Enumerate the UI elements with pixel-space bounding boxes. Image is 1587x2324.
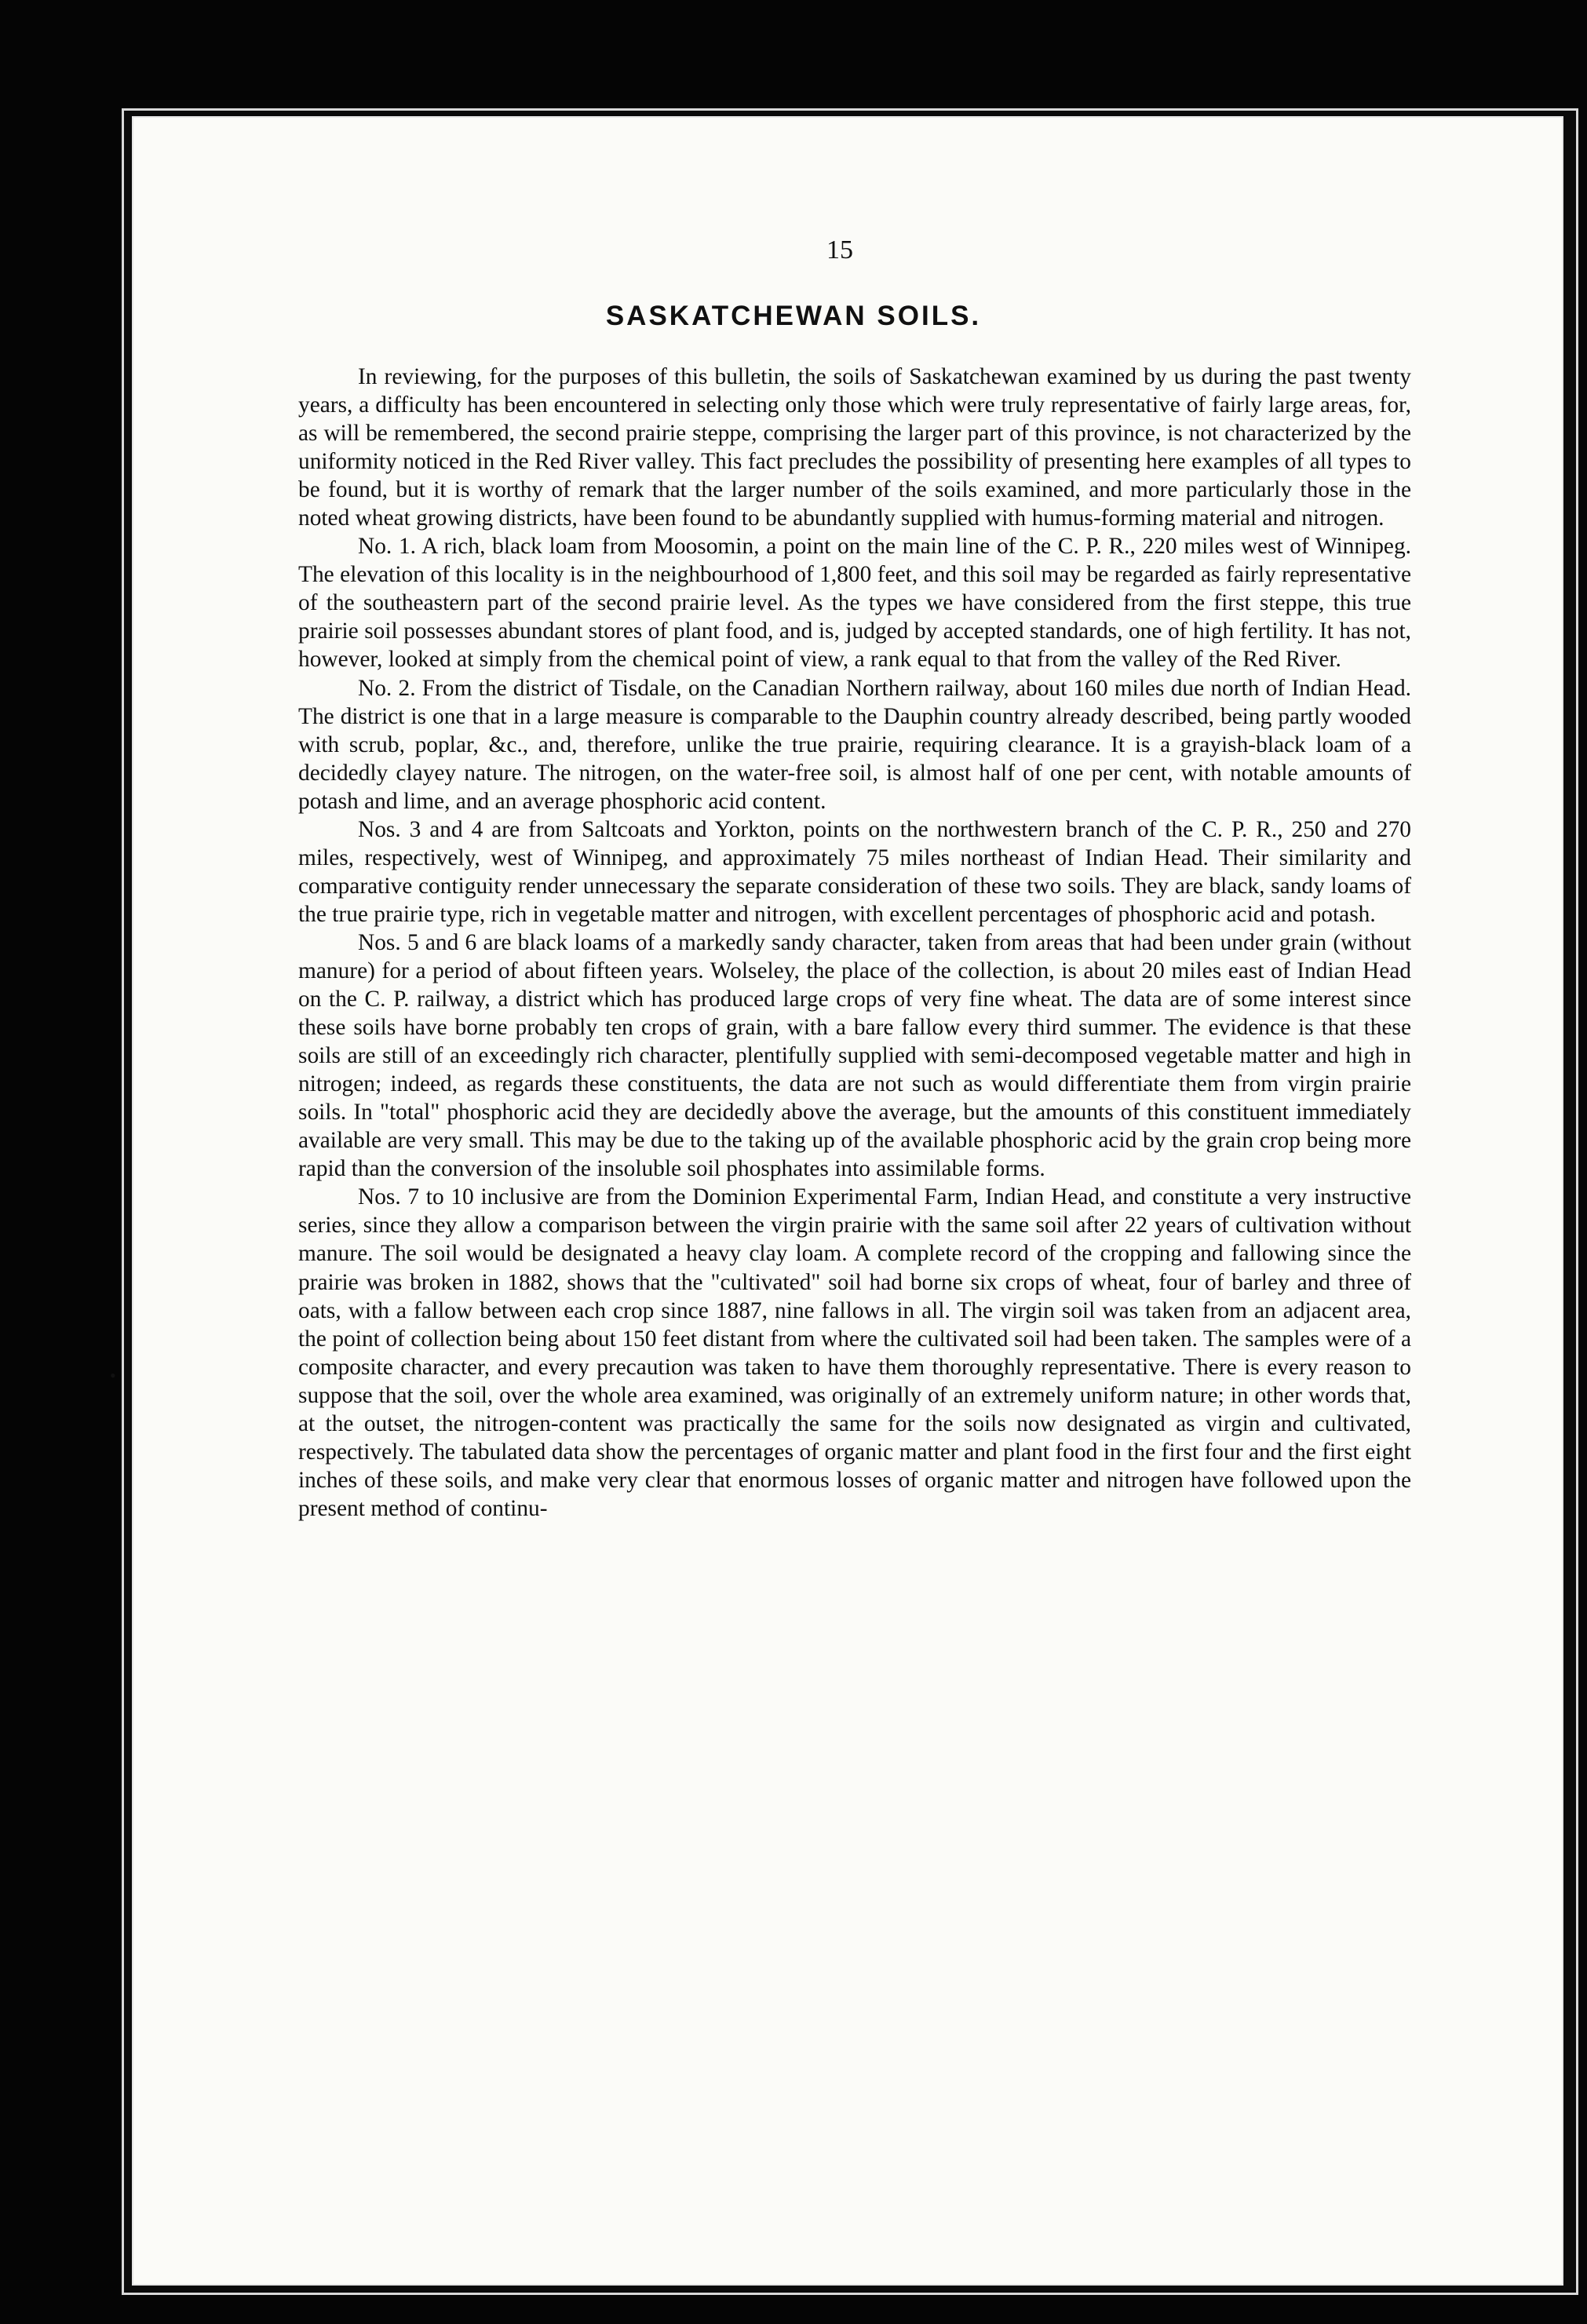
- paragraph: Nos. 7 to 10 inclusive are from the Dominion Experimental Farm, Indian Head, and constitute a very instructive series, since they allow a comparison between the virgin prairie with the same soil after 22 years of cultivation without manure. The soil would be designated a heavy clay loam. A complete record of the cropping and fallowing since the prairie was broken in 1882, shows that the "cultivated" soil had borne six crops of wheat, four of barley and three of oats, with a fallow between each crop since 1887, nine fallows in all. The virgin soil was taken from an adjacent area, the point of collection being about 150 feet distant from where the cultivated soil had been taken. The samples were of a composite character, and every precaution was taken to have them thoroughly representative. There is every reason to suppose that the soil, over the whole area examined, was originally of an extremely uniform nature; in other words that, at the outset, the nitrogen-content was practically the same for the soils now designated as virgin and cultivated, respectively. The tabulated data show the percentages of organic matter and plant food in the first four and the first eight inches of these soils, and make very clear that enormous losses of organic matter and nitrogen have followed upon the present method of continu-: [298, 1184, 1411, 1521]
- page-number: 15: [826, 235, 853, 265]
- body-text: [298, 363, 1411, 1523]
- paragraph: No. 2. From the district of Tisdale, on the Canadian Northern railway, about 160 miles due north of Indian Head. The district is one that in a large measure is comparable to the Dauphin country already described, being partly wooded with scrub, poplar, &c., and, therefore, unlike the true prairie, requiring clearance. It is a grayish-black loam of a decidedly clayey nature. The nitrogen, on the water-free soil, is almost half of one per cent, with notable amounts of potash and lime, and an average phosphoric acid content.: [298, 675, 1411, 814]
- paragraph: No. 1. A rich, black loam from Moosomin, a point on the main line of the C. P. R., 220 miles west of Winnipeg. The elevation of this locality is in the neighbourhood of 1,800 feet, and this soil may be regarded as fairly representative of the southeastern part of the second prairie level. As the types we have considered from the first steppe, this true prairie soil possesses abundant stores of plant food, and is, judged by accepted standards, one of high fertility. It has not, however, looked at simply from the chemical point of view, a rank equal to that from the valley of the Red River.: [298, 534, 1411, 673]
- margin-mark: •: [110, 1366, 116, 1385]
- paragraph: In reviewing, for the purposes of this bulletin, the soils of Saskatchewan examined by us during the past twenty years, a difficulty has been encountered in selecting only those which were truly representative of fairly large areas, for, as will be remembered, the second prairie steppe, comprising the larger part of this province, is not characterized by the uniformity noticed in the Red River valley. This fact precludes the possibility of presenting here examples of all types to be found, but it is worthy of remark that the larger number of the soils examined, and more particularly those in the noted wheat growing districts, have been found to be abundantly supplied with humus-forming material and nitrogen.: [298, 364, 1411, 531]
- paragraph: Nos. 3 and 4 are from Saltcoats and Yorkton, points on the northwestern branch of the C. P. R., 250 and 270 miles, respectively, west of Winnipeg, and approximately 75 miles northeast of Indian Head. Their similarity and comparative contiguity render unnecessary the separate consideration of these two soils. They are black, sandy loams of the true prairie type, rich in vegetable matter and nitrogen, with excellent percentages of phosphoric acid and potash.: [298, 816, 1411, 927]
- page-title: SASKATCHEWAN SOILS.: [605, 301, 982, 331]
- paragraph: Nos. 5 and 6 are black loams of a markedly sandy character, taken from areas that had been under grain (without manure) for a period of about fifteen years. Wolseley, the place of the collection, is about 20 miles east of Indian Head on the C. P. railway, a district which has produced large crops of very fine wheat. The data are of some interest since these soils have borne probably ten crops of grain, with a bare fallow every third summer. The evidence is that these soils are still of an exceedingly rich character, plentifully supplied with semi-decomposed vegetable matter and high in nitrogen; indeed, as regards these constituents, the data are not such as would differentiate them from virgin prairie soils. In "total" phosphoric acid they are decidedly above the average, but the amounts of this constituent immediately available are very small. This may be due to the taking up of the available phosphoric acid by the grain crop being more rapid than the conversion of the insoluble soil phosphates into assimilable forms.: [298, 929, 1411, 1182]
